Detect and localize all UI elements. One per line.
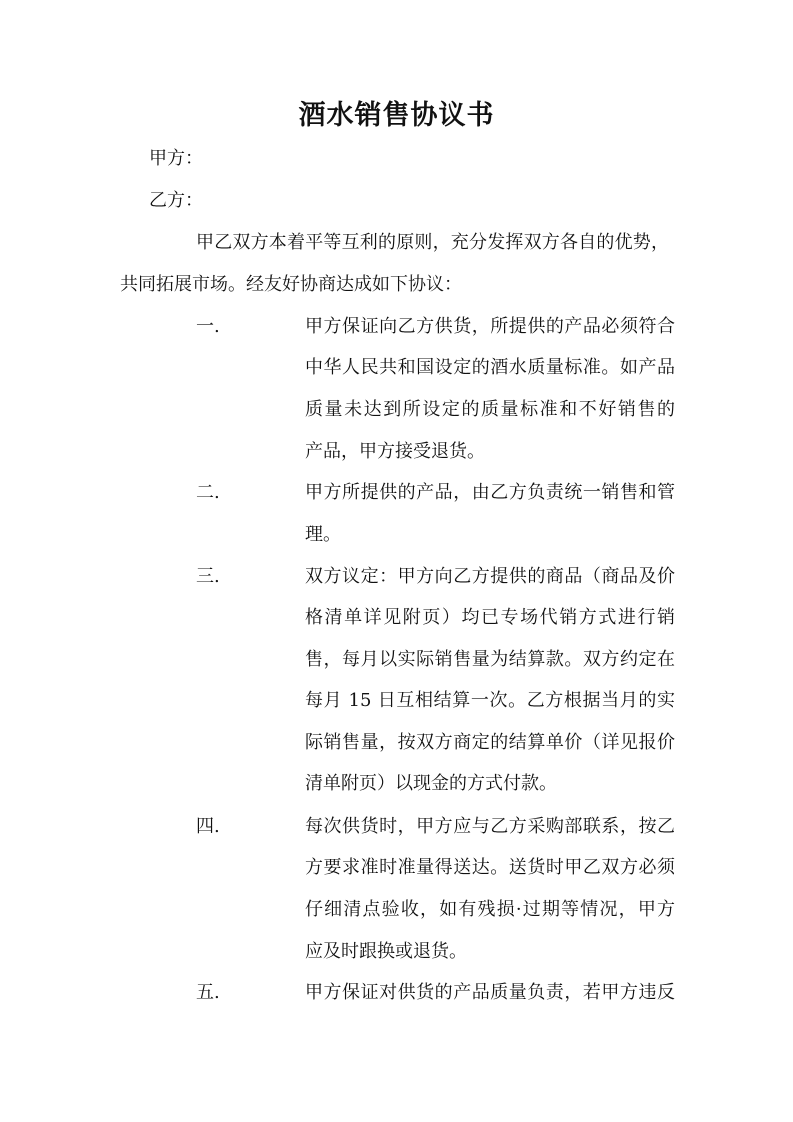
clause-2-line-2: 理。	[305, 524, 341, 545]
intro-line-1: 甲乙双方本着平等互利的原则，充分发挥双方各自的优势，	[196, 232, 670, 253]
clause-5-number: 五.	[196, 982, 220, 1003]
clause-3-line-4: 每月 15 日互相结算一次。乙方根据当月的实	[305, 690, 675, 711]
clause-1-line-4: 产品，甲方接受退货。	[305, 441, 485, 462]
clause-4-line-3: 仔细清点验收，如有残损·过期等情况，甲方	[305, 899, 675, 920]
clause-5-line-1: 甲方保证对供货的产品质量负责，若甲方违反	[305, 982, 675, 1003]
clause-3-number: 三.	[196, 566, 220, 587]
clause-2-line-1: 甲方所提供的产品，由乙方负责统一销售和管	[305, 482, 675, 503]
party-b-label: 乙方：	[149, 190, 203, 211]
clause-3-line-5: 际销售量，按双方商定的结算单价（详见报价	[305, 732, 675, 753]
clause-3-line-1: 双方议定：甲方向乙方提供的商品（商品及价	[305, 566, 675, 587]
clause-1-line-2: 中华人民共和国设定的酒水质量标准。如产品	[305, 357, 675, 378]
clause-2-number: 二.	[196, 482, 220, 503]
clause-4-line-1: 每次供货时，甲方应与乙方采购部联系，按乙	[305, 816, 675, 837]
clause-3-line-3: 售，每月以实际销售量为结算款。双方约定在	[305, 649, 675, 670]
clause-4-line-2: 方要求准时准量得送达。送货时甲乙双方必须	[305, 857, 675, 878]
clause-4-line-4: 应及时跟换或退货。	[305, 941, 467, 962]
party-a-label: 甲方：	[149, 148, 203, 169]
clause-1-line-1: 甲方保证向乙方供货，所提供的产品必须符合	[305, 316, 675, 337]
clause-1-line-3: 质量未达到所设定的质量标准和不好销售的	[305, 399, 675, 420]
clause-4-number: 四.	[196, 816, 220, 837]
clause-3-line-6: 清单附页）以现金的方式付款。	[305, 773, 557, 794]
clause-3-line-2: 格清单详见附页）均已专场代销方式进行销	[305, 607, 675, 628]
clause-1-number: 一.	[196, 316, 220, 337]
intro-line-2: 共同拓展市场。经友好协商达成如下协议：	[120, 274, 462, 295]
document-title: 酒水销售协议书	[298, 100, 495, 131]
